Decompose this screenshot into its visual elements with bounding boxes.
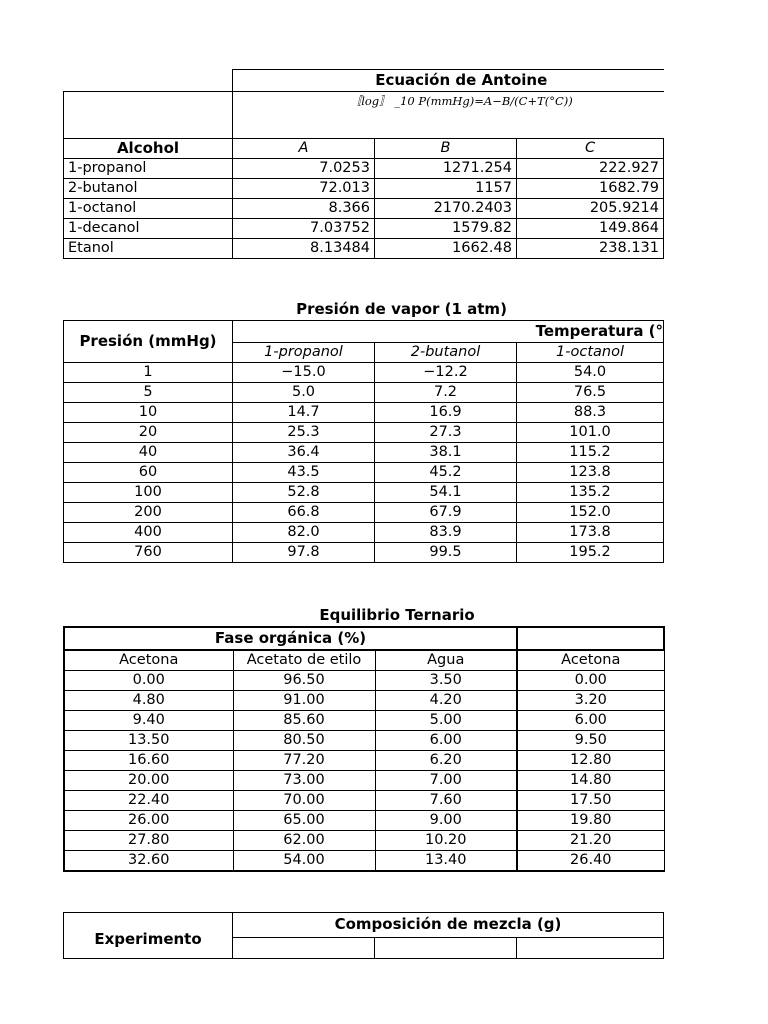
cell: 5.00	[375, 711, 517, 731]
temp-value: 101.0	[517, 423, 664, 443]
alcohol-header: Alcohol	[64, 138, 233, 158]
cell: 85.60	[233, 711, 375, 731]
table-row	[64, 463, 664, 483]
table-row	[64, 178, 664, 198]
temp-value: 43.5	[233, 463, 375, 483]
pressure-header: Presión (mmHg)	[64, 321, 233, 363]
table-row	[64, 711, 664, 731]
temp-value: 36.4	[233, 443, 375, 463]
table-row	[64, 691, 664, 711]
cell: 6.00	[375, 731, 517, 751]
table-row	[64, 403, 664, 423]
aqueous-phase-header	[517, 627, 664, 650]
cell: 7.60	[375, 791, 517, 811]
coef-c: 149.864	[517, 218, 664, 238]
cell: 19.80	[517, 811, 664, 831]
table-row	[64, 383, 664, 403]
col-header: Agua	[375, 650, 517, 671]
vapor-pressure-table	[63, 299, 664, 563]
cell: 6.20	[375, 751, 517, 771]
col-header: 1-octanol	[517, 343, 664, 363]
temp-value: 66.8	[233, 503, 375, 523]
cell: 14.80	[517, 771, 664, 791]
antoine-title: Ecuación de Antoine	[233, 70, 664, 92]
cell: 22.40	[64, 791, 233, 811]
table-row	[64, 811, 664, 831]
table-row	[64, 831, 664, 851]
coef-b: 1579.82	[375, 218, 517, 238]
cell: 80.50	[233, 731, 375, 751]
temp-value: 54.0	[517, 363, 664, 383]
temp-value: 27.3	[375, 423, 517, 443]
alcohol-name: 1-octanol	[64, 198, 233, 218]
cell: 73.00	[233, 771, 375, 791]
coef-b: 1157	[375, 178, 517, 198]
antoine-formula: 〚log〛 _10 P(mmHg)=A−B/(C+T(°C))	[233, 92, 664, 112]
coef-a-header: A	[233, 138, 375, 158]
temp-value: 54.1	[375, 483, 517, 503]
mixture-composition-table	[63, 912, 664, 959]
table-row	[64, 423, 664, 443]
experiment-header: Experimento	[64, 913, 233, 959]
pressure-value: 60	[64, 463, 233, 483]
table-row	[64, 483, 664, 503]
col-header: Acetona	[517, 650, 664, 671]
table-row	[64, 791, 664, 811]
antoine-blank-cell	[64, 92, 233, 139]
cell: 27.80	[64, 831, 233, 851]
temp-value: 97.8	[233, 543, 375, 563]
alcohol-name: 2-butanol	[64, 178, 233, 198]
table-row	[64, 671, 664, 691]
temp-value: 99.5	[375, 543, 517, 563]
pressure-value: 10	[64, 403, 233, 423]
cell: 7.00	[375, 771, 517, 791]
alcohol-name: Etanol	[64, 238, 233, 258]
pressure-value: 40	[64, 443, 233, 463]
temp-value: 76.5	[517, 383, 664, 403]
cell: 4.20	[375, 691, 517, 711]
coef-a: 7.0253	[233, 158, 375, 178]
temp-value: 5.0	[233, 383, 375, 403]
temp-value: 115.2	[517, 443, 664, 463]
ternary-equilibrium-table	[63, 605, 665, 872]
coef-b-header: B	[375, 138, 517, 158]
col-header: 2-butanol	[375, 343, 517, 363]
cell: 20.00	[64, 771, 233, 791]
col-header: Acetato de etilo	[233, 650, 375, 671]
cell: 26.00	[64, 811, 233, 831]
temp-value: −15.0	[233, 363, 375, 383]
table-row	[64, 731, 664, 751]
col-header: 1-propanol	[233, 343, 375, 363]
cell: 0.00	[517, 671, 664, 691]
temp-value: 14.7	[233, 403, 375, 423]
temp-value: 45.2	[375, 463, 517, 483]
vapor-title: Presión de vapor (1 atm)	[296, 300, 507, 318]
coef-b: 2170.2403	[375, 198, 517, 218]
table-row	[64, 851, 664, 872]
col-header: Acetona	[64, 650, 233, 671]
cell: 9.00	[375, 811, 517, 831]
table-row	[64, 543, 664, 563]
cell: 70.00	[233, 791, 375, 811]
pressure-value: 20	[64, 423, 233, 443]
pressure-value: 1	[64, 363, 233, 383]
cell: 54.00	[233, 851, 375, 872]
cell: 0.00	[64, 671, 233, 691]
coef-c: 205.9214	[517, 198, 664, 218]
cell: 9.40	[64, 711, 233, 731]
table-row	[64, 751, 664, 771]
coef-c: 1682.79	[517, 178, 664, 198]
alcohol-name: 1-propanol	[64, 158, 233, 178]
pressure-value: 200	[64, 503, 233, 523]
temp-value: 123.8	[517, 463, 664, 483]
temp-value: 25.3	[233, 423, 375, 443]
table-row	[64, 218, 664, 238]
cell: 13.40	[375, 851, 517, 872]
table-row	[64, 523, 664, 543]
coef-a: 72.013	[233, 178, 375, 198]
temperature-header: Temperatura (°	[233, 321, 664, 343]
coef-a: 8.366	[233, 198, 375, 218]
temp-value: 7.2	[375, 383, 517, 403]
pressure-value: 5	[64, 383, 233, 403]
coef-a: 7.03752	[233, 218, 375, 238]
temp-value: 173.8	[517, 523, 664, 543]
cell: 62.00	[233, 831, 375, 851]
temp-value: −12.2	[375, 363, 517, 383]
cell: 16.60	[64, 751, 233, 771]
coef-c-header: C	[517, 138, 664, 158]
temp-value: 38.1	[375, 443, 517, 463]
table-row	[64, 443, 664, 463]
cell: 77.20	[233, 751, 375, 771]
table-row	[64, 363, 664, 383]
temp-value: 52.8	[233, 483, 375, 503]
cell: 6.00	[517, 711, 664, 731]
cell: 32.60	[64, 851, 233, 872]
ternary-title: Equilibrio Ternario	[319, 606, 475, 624]
antoine-table	[63, 69, 664, 259]
coef-a: 8.13484	[233, 238, 375, 258]
temp-value: 195.2	[517, 543, 664, 563]
cell: 12.80	[517, 751, 664, 771]
temp-value: 82.0	[233, 523, 375, 543]
temp-value: 16.9	[375, 403, 517, 423]
cell: 3.50	[375, 671, 517, 691]
organic-phase-header: Fase orgánica (%)	[64, 627, 517, 650]
cell: 26.40	[517, 851, 664, 872]
coef-c: 238.131	[517, 238, 664, 258]
cell: 96.50	[233, 671, 375, 691]
pressure-value: 760	[64, 543, 233, 563]
cell: 4.80	[64, 691, 233, 711]
coef-b: 1271.254	[375, 158, 517, 178]
table-row	[64, 771, 664, 791]
composition-header: Composición de mezcla (g)	[233, 913, 664, 938]
temp-value: 83.9	[375, 523, 517, 543]
alcohol-name: 1-decanol	[64, 218, 233, 238]
temp-value: 88.3	[517, 403, 664, 423]
coef-b: 1662.48	[375, 238, 517, 258]
cell: 21.20	[517, 831, 664, 851]
coef-c: 222.927	[517, 158, 664, 178]
table-row	[64, 503, 664, 523]
cell: 3.20	[517, 691, 664, 711]
cell: 10.20	[375, 831, 517, 851]
temp-value: 152.0	[517, 503, 664, 523]
cell: 65.00	[233, 811, 375, 831]
cell: 91.00	[233, 691, 375, 711]
pressure-value: 100	[64, 483, 233, 503]
table-row	[64, 238, 664, 258]
table-row	[64, 198, 664, 218]
cell: 17.50	[517, 791, 664, 811]
cell: 9.50	[517, 731, 664, 751]
temp-value: 135.2	[517, 483, 664, 503]
cell: 13.50	[64, 731, 233, 751]
table-row	[64, 158, 664, 178]
pressure-value: 400	[64, 523, 233, 543]
temp-value: 67.9	[375, 503, 517, 523]
